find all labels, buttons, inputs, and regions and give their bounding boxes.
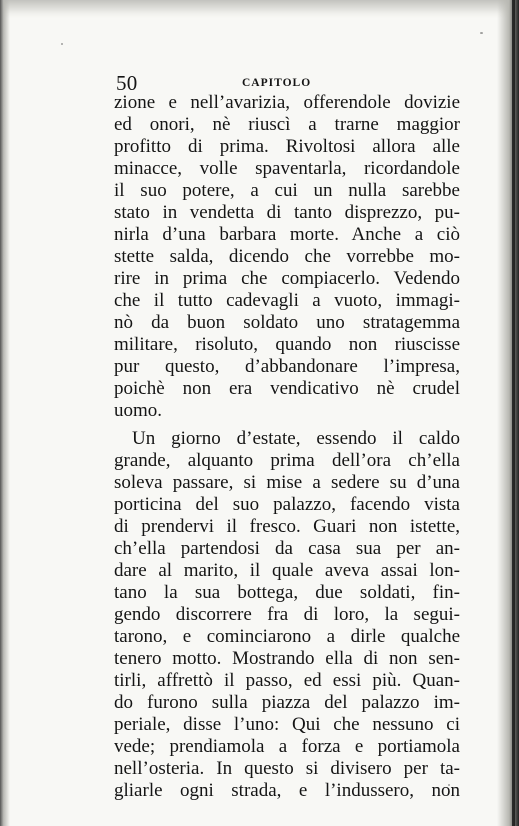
text-line: stette salda, dicendo che vorrebbe mo- bbox=[114, 246, 460, 267]
text-line: Un giorno d’estate, essendo il caldo bbox=[132, 428, 460, 449]
text-line: tirli, affrettò il passo, ed essi più. Quan- bbox=[114, 670, 460, 691]
text-line: grande, alquanto prima dell’ora ch’ella bbox=[114, 450, 460, 471]
paper-speck bbox=[480, 32, 483, 34]
text-line: tano la sua bottega, due soldati, fin- bbox=[114, 582, 460, 603]
binding-shadow bbox=[512, 0, 515, 826]
page-number: 50 bbox=[116, 71, 138, 95]
text-line: poichè non era vendicativo nè crudel bbox=[114, 378, 460, 399]
text-line: gendo discorrere fra di loro, la segui- bbox=[114, 604, 460, 625]
text-line: zione e nell’avarizia, offerendole dovizie bbox=[114, 92, 460, 113]
page-left-edge bbox=[0, 0, 10, 826]
running-head: CAPITOLO bbox=[242, 77, 312, 89]
text-line: soleva passare, si mise a sedere su d’una bbox=[114, 472, 460, 493]
text-line: militare, risoluto, quando non riuscisse bbox=[114, 334, 460, 355]
text-line: di prendervi il fresco. Guari non istette, bbox=[114, 516, 460, 537]
text-line: ch’ella partendosi da casa sua per an- bbox=[114, 538, 460, 559]
text-line: rire in prima che compiacerlo. Vedendo bbox=[114, 268, 460, 289]
body-text bbox=[114, 92, 460, 802]
text-line: dare al marito, il quale aveva assai lon- bbox=[114, 560, 460, 581]
text-line: minacce, volle spaventarla, ricordandole bbox=[114, 158, 460, 179]
text-line: tenero motto. Mostrando ella di non sen- bbox=[114, 648, 460, 669]
text-line: nirla d’una barbara morte. Anche a ciò bbox=[114, 224, 460, 245]
text-line: ed onori, nè riuscì a trarne maggior bbox=[114, 114, 460, 135]
text-line: tarono, e cominciarono a dirle qualche bbox=[114, 626, 460, 647]
text-line: pur questo, d’abbandonare l’impresa, bbox=[114, 356, 460, 377]
text-line: il suo potere, a cui un nulla sarebbe bbox=[114, 180, 460, 201]
text-line: vede; prendiamola a forza e portiamola bbox=[114, 736, 460, 757]
page-top-edge bbox=[0, 0, 519, 18]
text-line: porticina del suo palazzo, facendo vista bbox=[114, 494, 460, 515]
text-line: che il tutto cadevagli a vuoto, immagi- bbox=[114, 290, 460, 311]
text-line: nell’osteria. In questo si divisero per ta- bbox=[114, 758, 460, 779]
text-line: periale, disse l’uno: Qui che nessuno ci bbox=[114, 714, 460, 735]
page-right-edge bbox=[497, 0, 519, 826]
paper-speck bbox=[448, 784, 450, 786]
text-line: stato in vendetta di tanto disprezzo, pu- bbox=[114, 202, 460, 223]
text-line: profitto di prima. Rivoltosi allora alle bbox=[114, 136, 460, 157]
text-line: gliarle ogni strada, e l’indussero, non bbox=[114, 780, 460, 801]
text-line: do furono sulla piazza del palazzo im- bbox=[114, 692, 460, 713]
text-line: nò da buon soldato uno stratagemma bbox=[114, 312, 460, 333]
text-line: uomo. bbox=[114, 400, 163, 421]
paper-speck bbox=[61, 43, 63, 45]
